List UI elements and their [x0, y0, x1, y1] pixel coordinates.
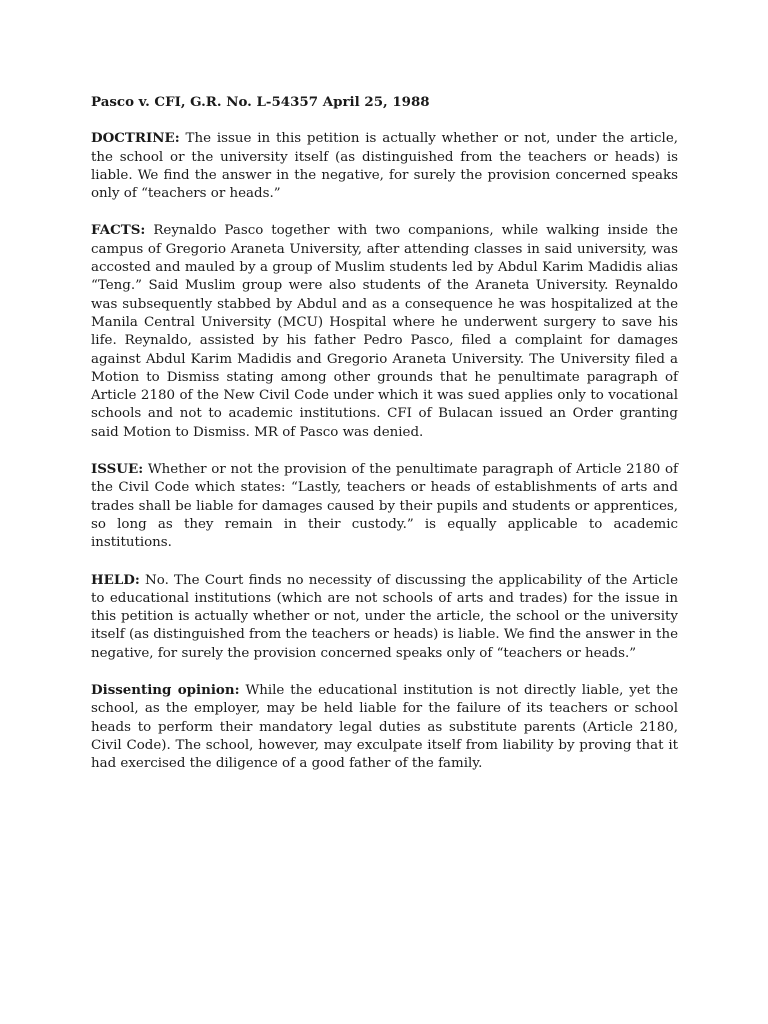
held-section [91, 571, 678, 663]
issue-label: ISSUE: [91, 461, 144, 478]
case-title: Pasco v. CFI, G.R. No. L-54357 April 25, 1988 [91, 94, 430, 110]
dissenting-opinion-section [91, 681, 678, 773]
facts-label: FACTS: [91, 222, 146, 239]
issue-text: Whether or not the provision of the penultimate paragraph of Article 2180 of the Civil Code which states: “Lastly, teachers or heads of establishments of arts and trades shall be liable for damages caused by their pupils and students or apprentices, so long as they remain in their custody.” is equally applicable to academic institutions. [91, 462, 678, 551]
doctrine-section [91, 129, 678, 203]
doctrine-text: The issue in this petition is actually whether or not, under the article, the school or the university itself (as distinguished from the teachers or heads) is liable. We find the answer in the negative, for surely the provision concerned speaks only of “teachers or heads.” [91, 131, 678, 202]
issue-section [91, 460, 678, 552]
doctrine-label: DOCTRINE: [91, 130, 180, 147]
held-text: No. The Court finds no necessity of discussing the applicability of the Article to educational institutions (which are not schools of arts and trades) for the issue in this petition is actually whether or not, under the article, the school or the university itself (as distinguished from the teachers or heads) is liable. We find the answer in the negative, for surely the provision concerned speaks only of “teachers or heads.” [91, 572, 678, 661]
dissenting-opinion-label: Dissenting opinion: [91, 682, 240, 699]
held-label: HELD: [91, 571, 140, 588]
dissenting-opinion-text: While the educational institution is not directly liable, yet the school, as the employer, may be held liable for the failure of its teachers or school heads to perform their mandatory legal duties as substitute parents (Article 2180, Civil Code). The school, however, may exculpate itself from liability by proving that it had exercised the diligence of a good father of the family. [91, 683, 678, 772]
facts-text: Reynaldo Pasco together with two companions, while walking inside the campus of Gregorio Araneta University, after attending classes in said university, was accosted and mauled by a group of Muslim students led by Abdul Karim Madidis alias “Teng.” Said Muslim group were also students of the Araneta University. Reynaldo was subsequently stabbed by Abdul and as a consequence he was hospitalized at the Manila Central University (MCU) Hospital where he underwent surgery to save his life. Reynaldo, assisted by his father Pedro Pasco, filed a complaint for damages against Abdul Karim Madidis and Gregorio Araneta University. The University filed a Motion to Dismiss stating among other grounds that he penultimate paragraph of Article 2180 of the New Civil Code under which it was sued applies only to vocational schools and not to academic institutions. CFI of Bulacan issued an Order granting said Motion to Dismiss. MR of Pasco was denied. [91, 223, 678, 440]
document-page [91, 93, 678, 792]
facts-section [91, 221, 678, 442]
